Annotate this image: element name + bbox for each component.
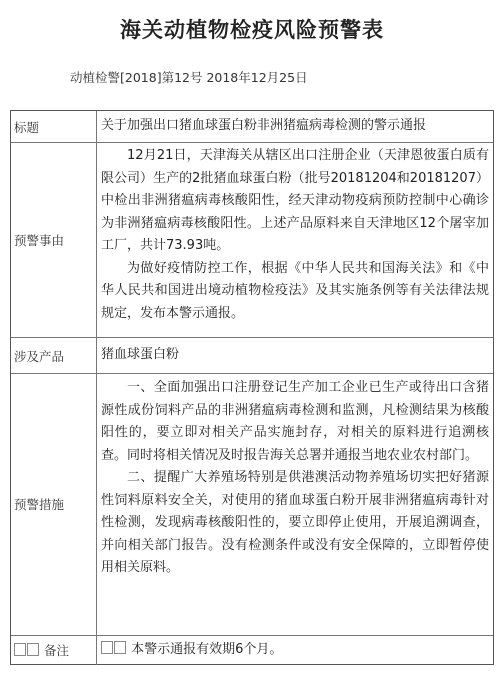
label-title: 标题	[14, 120, 40, 135]
document-number-text: 动植检警[2018]第12号 2018年12月25日	[70, 70, 308, 85]
row-product	[11, 337, 493, 374]
warning-table	[10, 110, 494, 665]
label-measures: 预警措施	[14, 497, 65, 512]
value-reason	[96, 142, 493, 337]
label-reason: 预警事由	[14, 233, 65, 248]
row-reason	[11, 142, 493, 338]
row-remark	[11, 635, 493, 665]
row-title	[11, 111, 493, 143]
measures-paragraph-2: 二、提醒广大养殖场特别是供港澳活动物养殖场切实把好猪源性饲料原料安全关，对使用的猪血球蛋白粉开展非洲猪瘟病毒针对性检测，发现病毒核酸阳性的，要立即停止使用，开展追溯调查，并向相关部门报告。没有检测条件或没有安全保障的，立即暂停使用相关原料。	[101, 470, 489, 575]
label-remark	[11, 641, 96, 659]
reason-paragraph-2: 为做好疫情防控工作，根据《中华人民共和国海关法》和《中华人民共和国进出境动植物检疫法》及其实施条例等有关法律法规规定，发布本警示通报。	[101, 260, 489, 321]
row-measures	[11, 373, 493, 636]
value-product	[96, 337, 493, 373]
placeholder-box-icon	[101, 641, 113, 654]
value-measures	[96, 373, 493, 635]
document-title: 海关动植物检疫风险预警表	[120, 18, 384, 42]
value-remark-text: 本警示通报有效期6个月。	[131, 642, 283, 657]
value-title-text: 关于加强出口猪血球蛋白粉非洲猪瘟病毒检测的警示通报	[101, 118, 427, 133]
measures-paragraph-1: 一、全面加强出口注册登记生产加工企业已生产或待出口含猪源性成份饲料产品的非洲猪瘟病毒检测和监测，凡检测结果为核酸阳性的，要立即对相关产品实施封存，对相关的原料进行追溯核查。同时将相关情况及时报告海关总署并通报当地农业农村部门。	[101, 380, 489, 463]
value-remark	[96, 635, 493, 665]
placeholder-box-icon	[14, 643, 26, 656]
reason-paragraph-1: 12月21日，天津海关从辖区出口注册企业（天津恩彼蛋白质有限公司）生产的2批猪血球蛋白粉（批号20181204和20181207）中检出非洲猪瘟病毒核酸阳性，经天津动物疫病预防控制中心确诊为非洲猪瘟病毒核酸阳性。上述产品原料来自天津地区12个屠宰加工厂，共计73.93吨。	[101, 148, 489, 253]
label-remark-text: 备注	[43, 643, 69, 658]
placeholder-box-icon	[114, 641, 126, 654]
document-number	[70, 68, 308, 86]
placeholder-box-icon	[27, 643, 39, 656]
label-product: 涉及产品	[14, 349, 65, 364]
value-title	[96, 111, 493, 142]
value-product-text: 猪血球蛋白粉	[101, 347, 180, 362]
